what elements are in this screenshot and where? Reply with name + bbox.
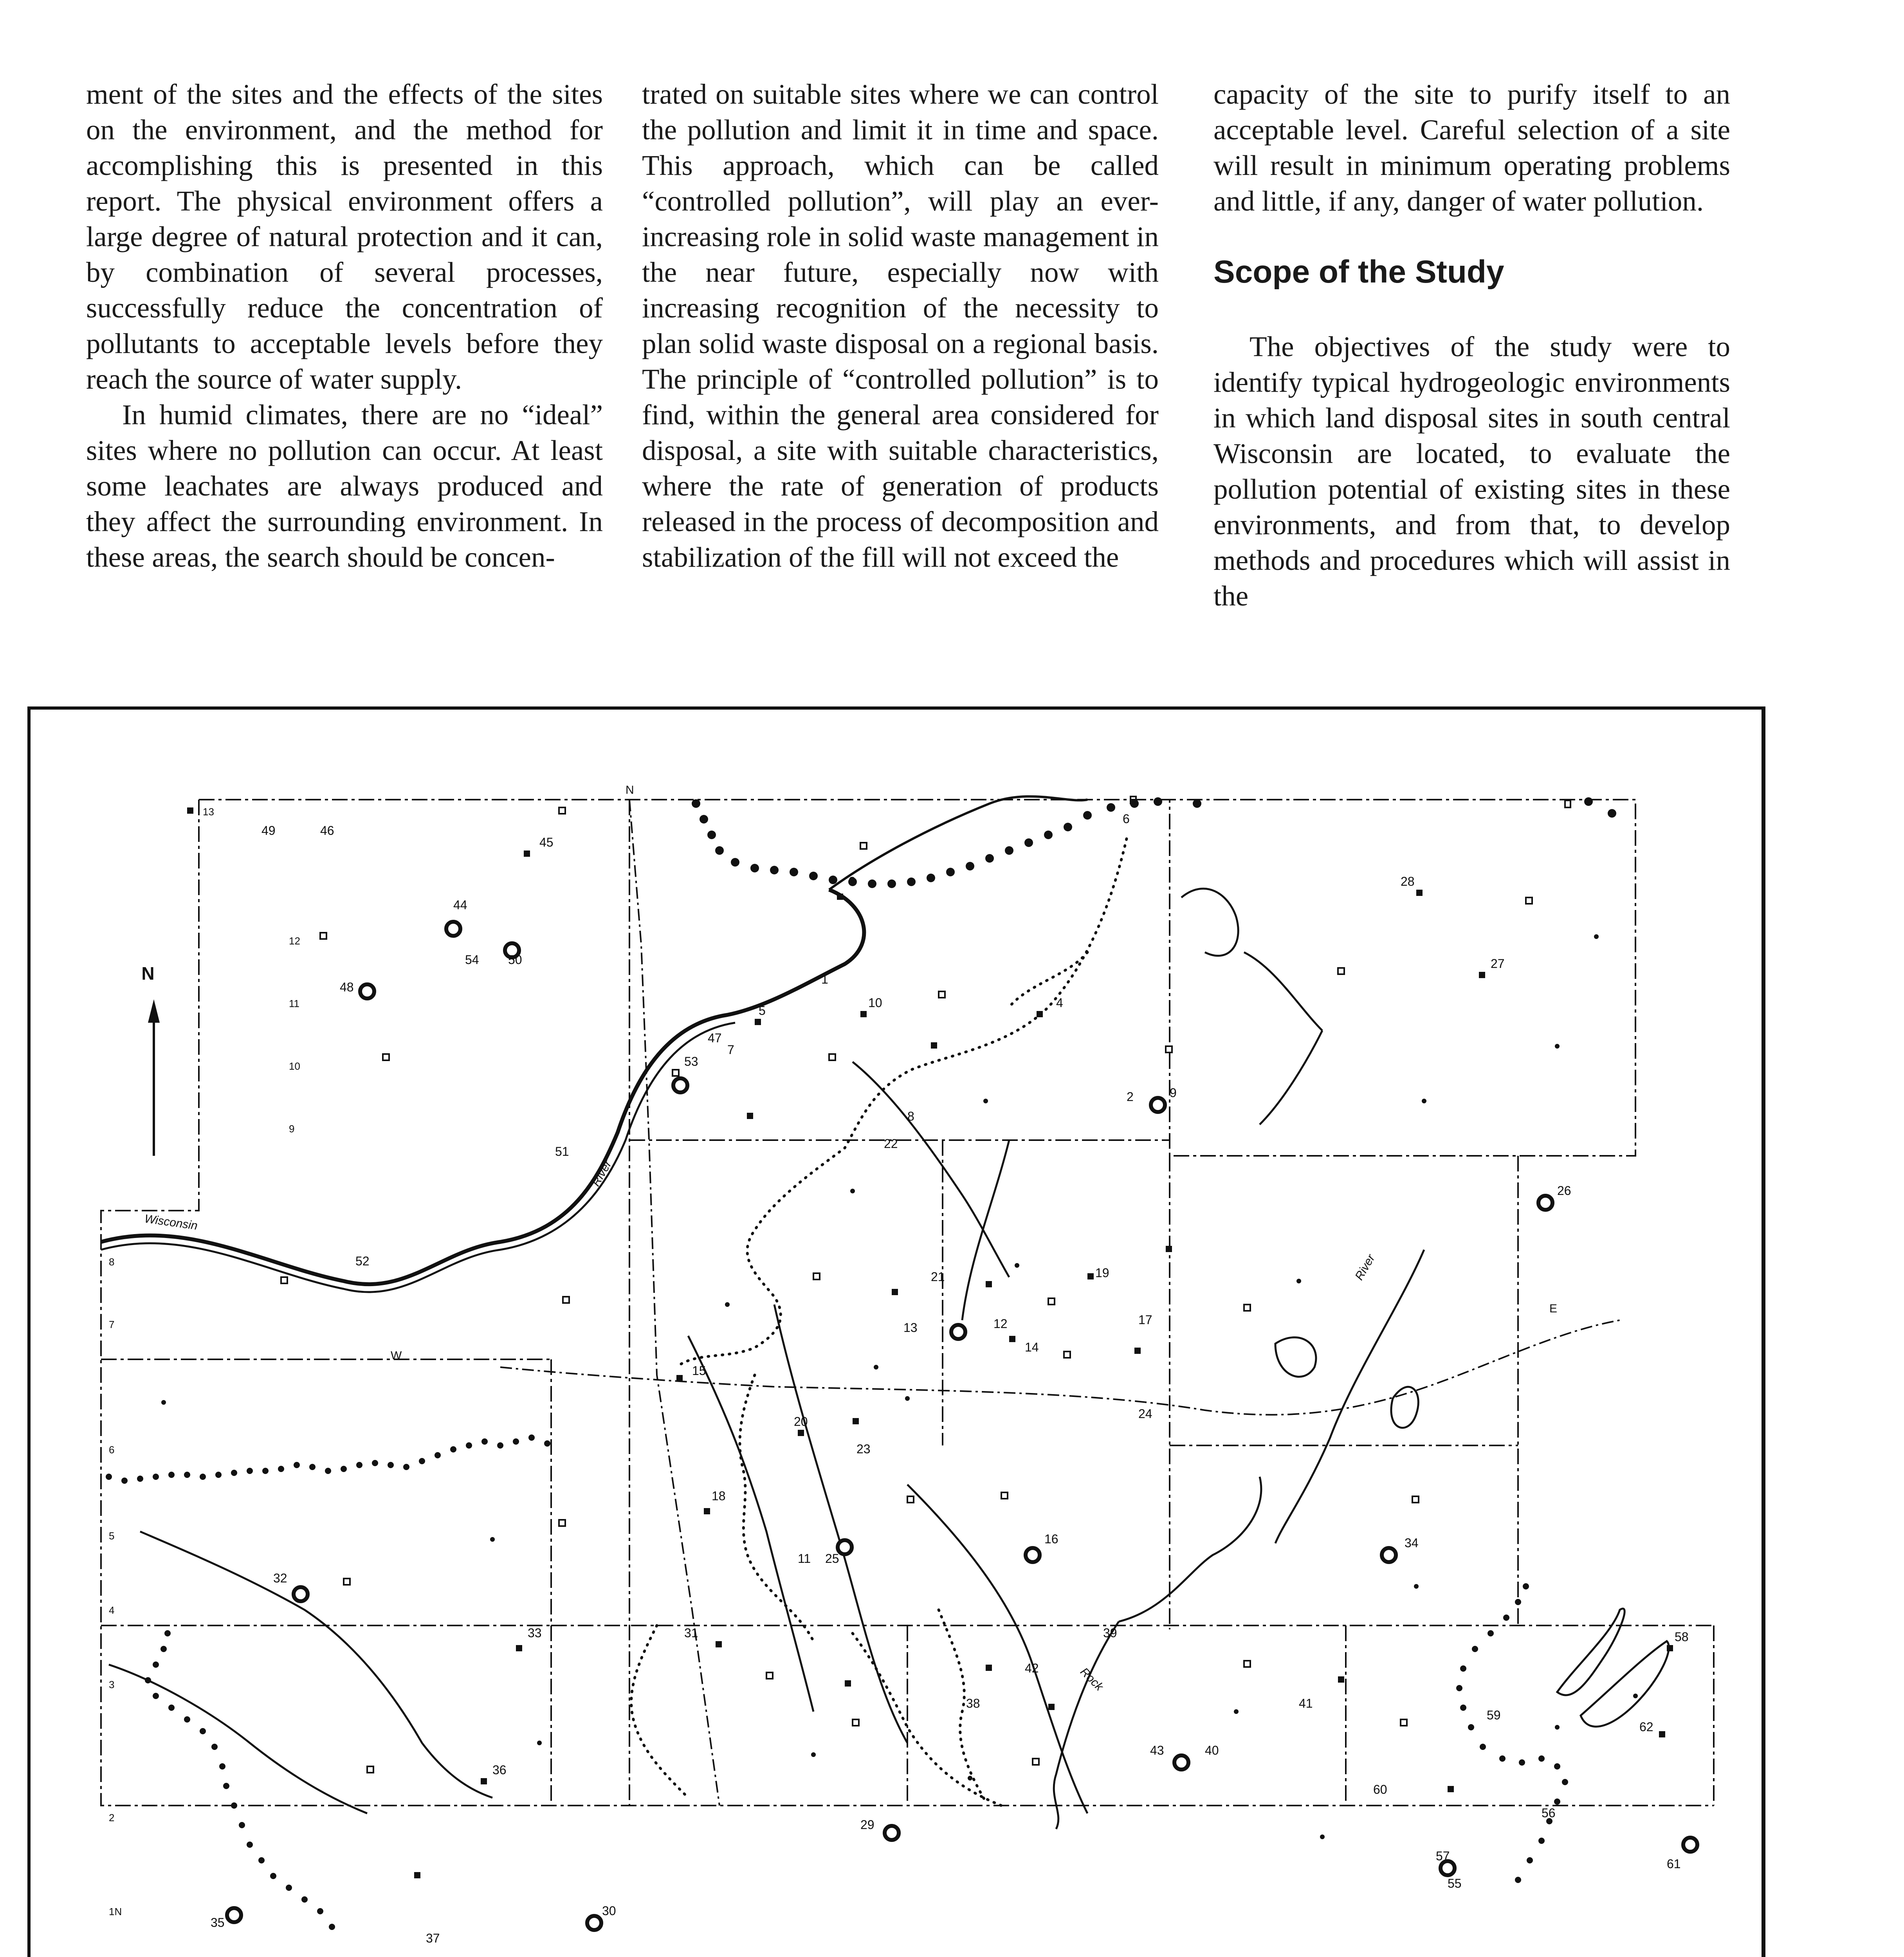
site-label: 37	[426, 1931, 440, 1945]
text-column-2	[642, 76, 1159, 575]
paragraph: capacity of the site to purify itself to an acceptable level. Careful selection of a site will result in minimum operating problems and little, if any, danger of water pollution.	[1213, 78, 1730, 217]
site-label: 20	[794, 1415, 808, 1429]
township-label: 10	[289, 1060, 300, 1072]
site-label: 40	[1205, 1743, 1219, 1757]
site-label: 22	[884, 1137, 898, 1151]
site-label: 47	[708, 1031, 722, 1045]
site-label: 42	[1025, 1661, 1039, 1675]
township-label: 1N	[109, 1906, 122, 1917]
compass-w-label: W	[391, 1349, 402, 1362]
site-label: 6	[1123, 812, 1130, 826]
township-label: 6	[109, 1444, 115, 1456]
site-label: 41	[1299, 1696, 1313, 1710]
site-label: 51	[555, 1144, 569, 1159]
rock-river-label: Rock	[1078, 1665, 1106, 1694]
site-label: 29	[860, 1818, 874, 1832]
township-label: 13	[203, 806, 214, 818]
township-label: 4	[109, 1604, 115, 1616]
site-label: 15	[692, 1364, 706, 1378]
site-label: 26	[1557, 1184, 1571, 1198]
site-label: 7	[727, 1043, 734, 1057]
paragraph: ment of the sites and the effects of the sites on the environment, and the method for accomplishing this is presented in this report. The physical environment offers a large degree of natural protection and it can, by combination of several processes, successfully reduce the concentration of pollutants to acceptable levels before they reach the source of water supply.	[86, 78, 603, 395]
site-label: 16	[1044, 1532, 1058, 1546]
site-label: 39	[1103, 1626, 1117, 1640]
site-label: 5	[759, 1004, 766, 1018]
major-divide	[106, 1434, 1568, 1930]
township-labels	[109, 806, 300, 1917]
site-label: 2	[1127, 1090, 1134, 1104]
wisconsin-river	[101, 796, 1087, 1292]
north-arrow-label: N	[141, 963, 155, 984]
site-label: 57	[1436, 1849, 1450, 1863]
site-label: 3	[849, 874, 856, 888]
site-label: 12	[993, 1317, 1008, 1331]
text-column-3	[1213, 76, 1730, 614]
map-drawing	[31, 710, 1761, 1957]
site-label: 27	[1491, 957, 1505, 971]
site-label: 13	[903, 1321, 918, 1335]
site-label: 36	[492, 1763, 507, 1777]
compass-e-label: E	[1549, 1302, 1558, 1315]
paragraph: trated on suitable sites where we can control the pollution and limit it in time and space. This approach, which can be called “controlled pollution”, will play an ever-increasing role in solid waste management in the near future, especially now with increasing recognition of the necessity to plan solid waste disposal on a regional basis. The principle of “controlled pollution” is to find, within the general area considered for disposal, a site with suitable characteristics, where the rate of generation of products released in the process of decomposition and stabilization of the fill will not exceed the	[642, 78, 1159, 573]
site-label: 17	[1138, 1313, 1152, 1327]
township-label: 12	[289, 935, 300, 947]
site-label: 31	[684, 1626, 698, 1640]
township-label: 3	[109, 1679, 115, 1690]
figure-map	[27, 706, 1765, 1957]
site-label: 50	[508, 953, 522, 967]
site-label: 19	[1095, 1266, 1109, 1280]
site-label: 25	[825, 1552, 839, 1566]
site-markers	[161, 796, 1697, 1930]
site-label: 14	[1025, 1340, 1039, 1354]
site-label: 10	[868, 996, 882, 1010]
compass-n-label: N	[626, 784, 634, 796]
site-label: 52	[355, 1254, 370, 1268]
township-label: 9	[289, 1123, 295, 1135]
site-label: 24	[1138, 1407, 1152, 1421]
site-label: 45	[539, 835, 554, 849]
wisconsin-river-label: Wisconsin	[144, 1212, 198, 1233]
site-label: 30	[602, 1904, 616, 1918]
site-label: 55	[1448, 1876, 1462, 1890]
township-label: 7	[109, 1319, 115, 1330]
site-label: 11	[798, 1552, 811, 1566]
site-number-labels	[211, 812, 1689, 1945]
cross-section-line	[500, 800, 1620, 1806]
site-label: 54	[465, 953, 479, 967]
river-labels	[144, 1158, 1378, 1694]
township-label: 11	[289, 998, 299, 1009]
site-label: 56	[1542, 1806, 1556, 1820]
township-label: 2	[109, 1812, 115, 1824]
principal-divide	[692, 797, 1616, 888]
site-label: 18	[712, 1489, 726, 1503]
site-label: 44	[453, 898, 467, 912]
site-label: 23	[856, 1442, 871, 1456]
minor-divide	[631, 839, 1127, 1806]
river-label: River	[589, 1158, 615, 1189]
site-label: 59	[1487, 1708, 1501, 1722]
site-label: 33	[528, 1626, 542, 1640]
site-label: 46	[320, 824, 334, 838]
site-label: 43	[1150, 1743, 1164, 1757]
site-label: 62	[1639, 1720, 1653, 1734]
paragraph: In humid climates, there are no “ideal” sites where no pollution can occur. At least some leachates are always produced and they affect the surrounding environment. In these areas, the search should be concen-	[86, 399, 603, 573]
site-label: 58	[1675, 1630, 1689, 1644]
township-label: 5	[109, 1530, 115, 1542]
site-label: 21	[931, 1270, 945, 1284]
site-label: 32	[273, 1571, 287, 1585]
site-label: 8	[907, 1109, 914, 1123]
site-label: 28	[1401, 874, 1415, 888]
township-label: 8	[109, 1256, 115, 1268]
paragraph: The objectives of the study were to identify typical hydrogeologic environments in which land disposal sites in south central Wisconsin are located, to evaluate the pollution potential of existing sites in these environments, and from that, to develop methods and procedures which will assist in the	[1213, 331, 1730, 612]
site-label: 1	[821, 972, 828, 986]
county-boundaries	[101, 800, 1714, 1806]
text-column-1	[86, 76, 603, 575]
site-label: 61	[1667, 1857, 1681, 1871]
river-label-east: River	[1352, 1252, 1378, 1283]
site-label: 38	[966, 1696, 980, 1710]
site-label: 60	[1373, 1782, 1387, 1797]
site-label: 4	[1056, 996, 1063, 1010]
site-label: 9	[1170, 1086, 1177, 1100]
site-label: 34	[1405, 1536, 1419, 1550]
lakes	[1181, 888, 1669, 1726]
north-arrow	[141, 963, 160, 1156]
section-heading: Scope of the Study	[1213, 254, 1504, 290]
site-label: 48	[340, 980, 354, 994]
site-label: 35	[211, 1916, 225, 1930]
streams	[109, 952, 1424, 1829]
site-label: 53	[684, 1054, 698, 1069]
site-label: 49	[261, 824, 276, 838]
